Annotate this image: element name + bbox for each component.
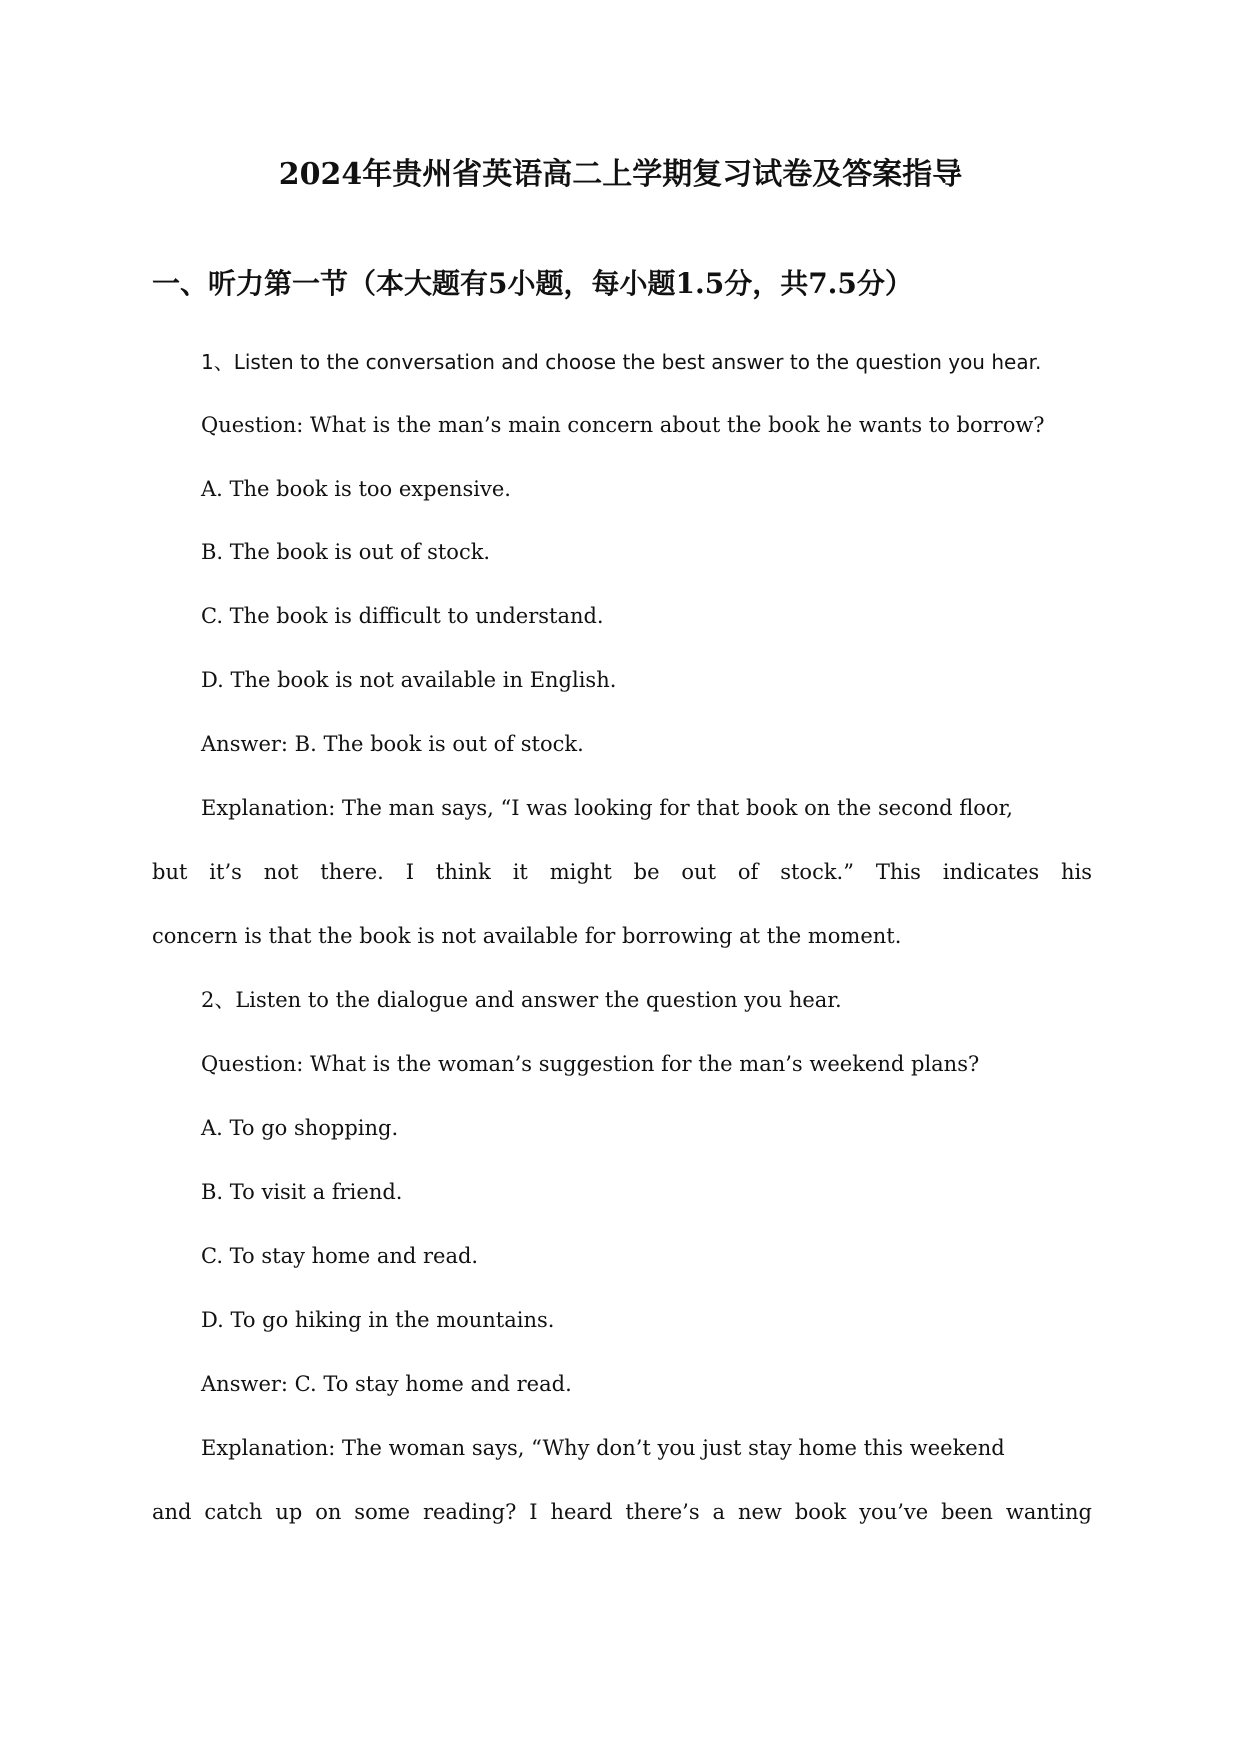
question-1-explanation-line-1: Explanation: The man says, “I was looking for that book on the second floor, <box>201 796 1013 820</box>
question-2-answer: Answer: C. To stay home and read. <box>201 1372 572 1396</box>
question-1-prompt: 1、Listen to the conversation and choose the best answer to the question you hear. <box>201 350 1042 374</box>
question-2-text: Question: What is the woman’s suggestion for the man’s weekend plans? <box>201 1052 980 1076</box>
question-2-option-b: B. To visit a friend. <box>201 1180 403 1204</box>
question-1-option-c: C. The book is difficult to understand. <box>201 604 604 628</box>
question-2-option-d: D. To go hiking in the mountains. <box>201 1308 555 1332</box>
question-1-option-a: A. The book is too expensive. <box>201 477 511 501</box>
question-1-answer: Answer: B. The book is out of stock. <box>201 732 584 756</box>
section-heading: 一、听力第一节（本大题有5小题，每小题1.5分，共7.5分） <box>152 267 913 300</box>
question-1-option-d: D. The book is not available in English. <box>201 668 617 692</box>
question-2-prompt: 2、Listen to the dialogue and answer the question you hear. <box>201 988 842 1012</box>
question-2-explanation-line-2: and catch up on some reading? I heard there’s a new book you’ve been wanting <box>152 1500 1092 1524</box>
question-2-option-c: C. To stay home and read. <box>201 1244 479 1268</box>
document-title: 2024年贵州省英语高二上学期复习试卷及答案指导 <box>278 157 963 192</box>
question-1-explanation-line-2: but it’s not there. I think it might be out of stock.” This indicates his <box>152 860 1092 884</box>
question-1-text: Question: What is the man’s main concern about the book he wants to borrow? <box>201 413 1045 437</box>
question-1-option-b: B. The book is out of stock. <box>201 540 491 564</box>
question-1-explanation-line-3: concern is that the book is not available for borrowing at the moment. <box>152 924 902 948</box>
question-2-option-a: A. To go shopping. <box>201 1116 399 1140</box>
question-2-explanation-line-1: Explanation: The woman says, “Why don’t you just stay home this weekend <box>201 1436 1005 1460</box>
